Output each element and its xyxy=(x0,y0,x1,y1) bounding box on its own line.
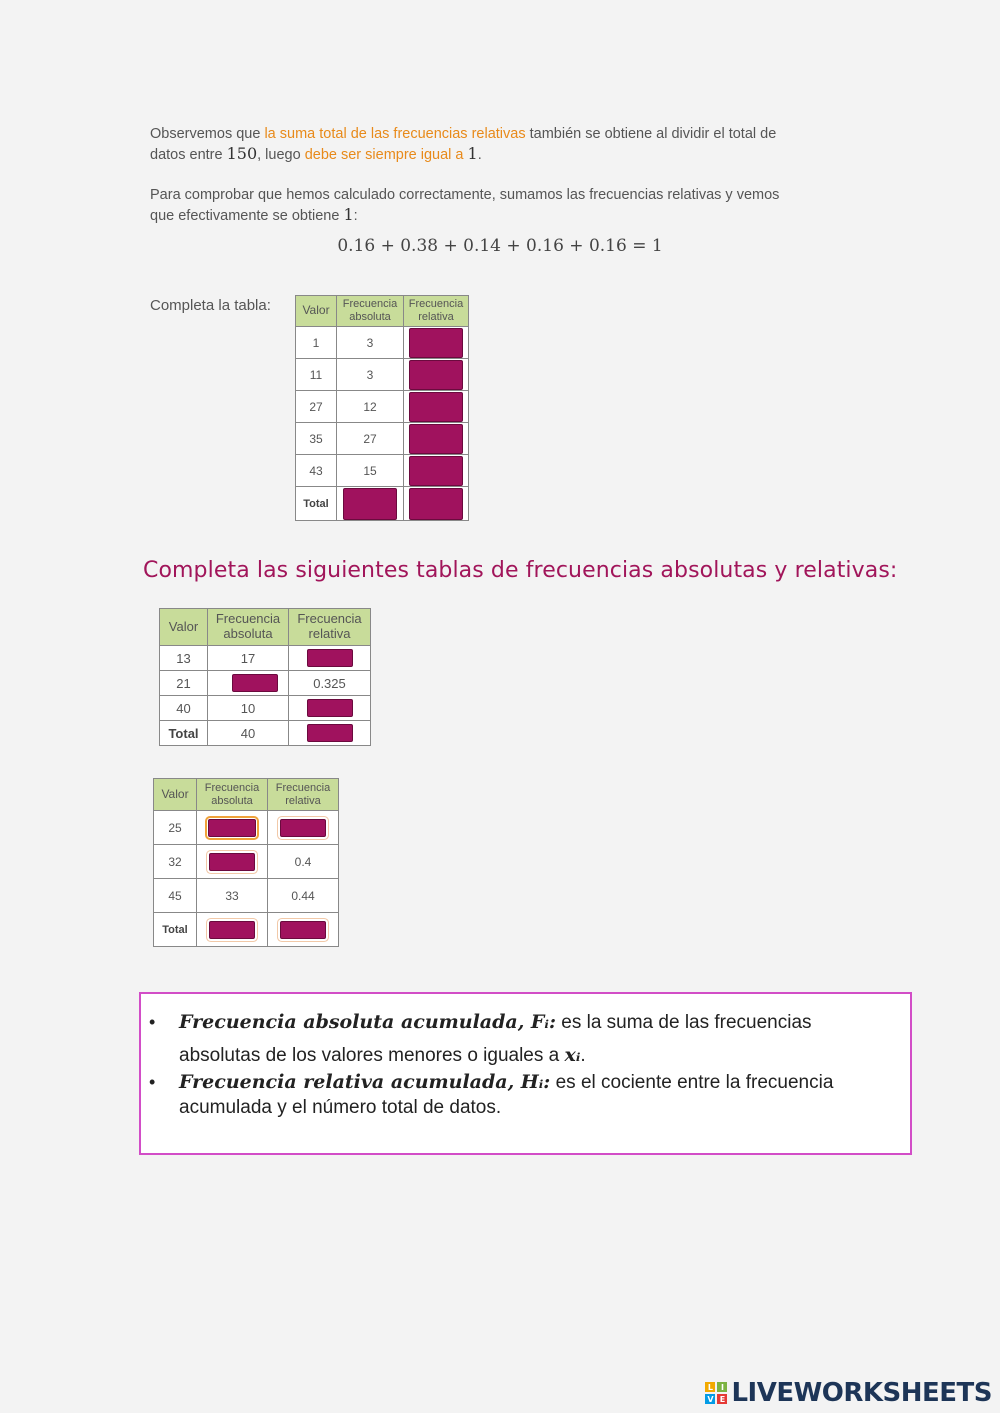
table-row: 32 0.4 xyxy=(154,845,339,879)
table-row-total: Total xyxy=(154,913,339,947)
table-row: 43 15 xyxy=(296,455,469,487)
logo-text: LIVEWORKSHEETS xyxy=(731,1378,992,1408)
answer-blank[interactable] xyxy=(343,488,397,520)
answer-blank[interactable] xyxy=(409,360,463,390)
table-row: 25 xyxy=(154,811,339,845)
answer-blank-focused[interactable] xyxy=(208,819,256,837)
table-row: 1 3 xyxy=(296,327,469,359)
header-frecuencia-absoluta: Frecuencia absoluta xyxy=(197,779,268,811)
header-valor: Valor xyxy=(154,779,197,811)
header-frecuencia-relativa: Frecuencia relativa xyxy=(404,296,469,327)
definition-item: • Frecuencia absoluta acumulada, Fᵢ: es la suma de las frecuencias absolutas de los valores menores o iguales a xᵢ. xyxy=(179,1006,812,1072)
table-row: 45 33 0.44 xyxy=(154,879,339,913)
bullet-icon: • xyxy=(149,1012,156,1032)
header-frecuencia-relativa: Frecuencia relativa xyxy=(268,779,339,811)
definition-term: Frecuencia absoluta acumulada, Fᵢ: xyxy=(179,1011,556,1033)
table-row-total: Total xyxy=(296,487,469,521)
header-valor: Valor xyxy=(160,609,208,646)
answer-blank[interactable] xyxy=(280,819,326,837)
table1-prompt: Completa la tabla: xyxy=(150,297,271,314)
answer-blank[interactable] xyxy=(232,674,278,692)
answer-blank[interactable] xyxy=(409,328,463,358)
sum-equation: 0.16 + 0.38 + 0.14 + 0.16 + 0.16 = 1 xyxy=(337,236,663,256)
table-row: 21 0.325 xyxy=(160,671,371,696)
header-frecuencia-absoluta: Frecuencia absoluta xyxy=(337,296,404,327)
table2 xyxy=(159,608,371,746)
section-title: Completa las siguientes tablas de frecuencias absolutas y relativas: xyxy=(143,558,898,583)
answer-blank[interactable] xyxy=(409,424,463,454)
header-frecuencia-relativa: Frecuencia relativa xyxy=(289,609,371,646)
definition-item: • Frecuencia relativa acumulada, Hᵢ: es el cociente entre la frecuencia acumulada y el número total de datos. xyxy=(149,1071,834,1118)
table-row-total: Total 40 xyxy=(160,721,371,746)
highlight-equal: debe ser siempre igual a xyxy=(304,147,468,163)
answer-blank[interactable] xyxy=(209,853,255,871)
answer-blank[interactable] xyxy=(409,488,463,520)
answer-blank[interactable] xyxy=(307,649,353,667)
answer-blank[interactable] xyxy=(307,699,353,717)
answer-blank[interactable] xyxy=(409,456,463,486)
highlight-sum: la suma total de las frecuencias relativas xyxy=(264,126,526,142)
answer-blank[interactable] xyxy=(409,392,463,422)
math-150: 150 xyxy=(226,144,258,163)
header-valor: Valor xyxy=(296,296,337,327)
table-row: 13 17 xyxy=(160,646,371,671)
answer-blank[interactable] xyxy=(209,921,255,939)
answer-blank[interactable] xyxy=(280,921,326,939)
table-row: 27 12 xyxy=(296,391,469,423)
definition-term: Frecuencia relativa acumulada, Hᵢ: xyxy=(179,1071,551,1093)
check-paragraph: Para comprobar que hemos calculado correctamente, sumamos las frecuencias relativas y vemos que efectivamente se obtiene 1: xyxy=(150,187,780,224)
table1 xyxy=(295,295,469,521)
intro-paragraph: Observemos que la suma total de las frecuencias relativas también se obtiene al dividir el total de datos entre 150, luego debe ser siempre igual a 1. xyxy=(150,126,777,163)
bullet-icon: • xyxy=(149,1072,156,1092)
header-frecuencia-absoluta: Frecuencia absoluta xyxy=(208,609,289,646)
definitions-box xyxy=(139,992,912,1155)
table3 xyxy=(153,778,339,947)
table-row: 11 3 xyxy=(296,359,469,391)
answer-blank[interactable] xyxy=(307,724,353,742)
table-row: 40 10 xyxy=(160,696,371,721)
logo-glyph-icon: L I V E xyxy=(705,1382,727,1404)
liveworksheets-logo xyxy=(705,1379,992,1407)
table-row: 35 27 xyxy=(296,423,469,455)
